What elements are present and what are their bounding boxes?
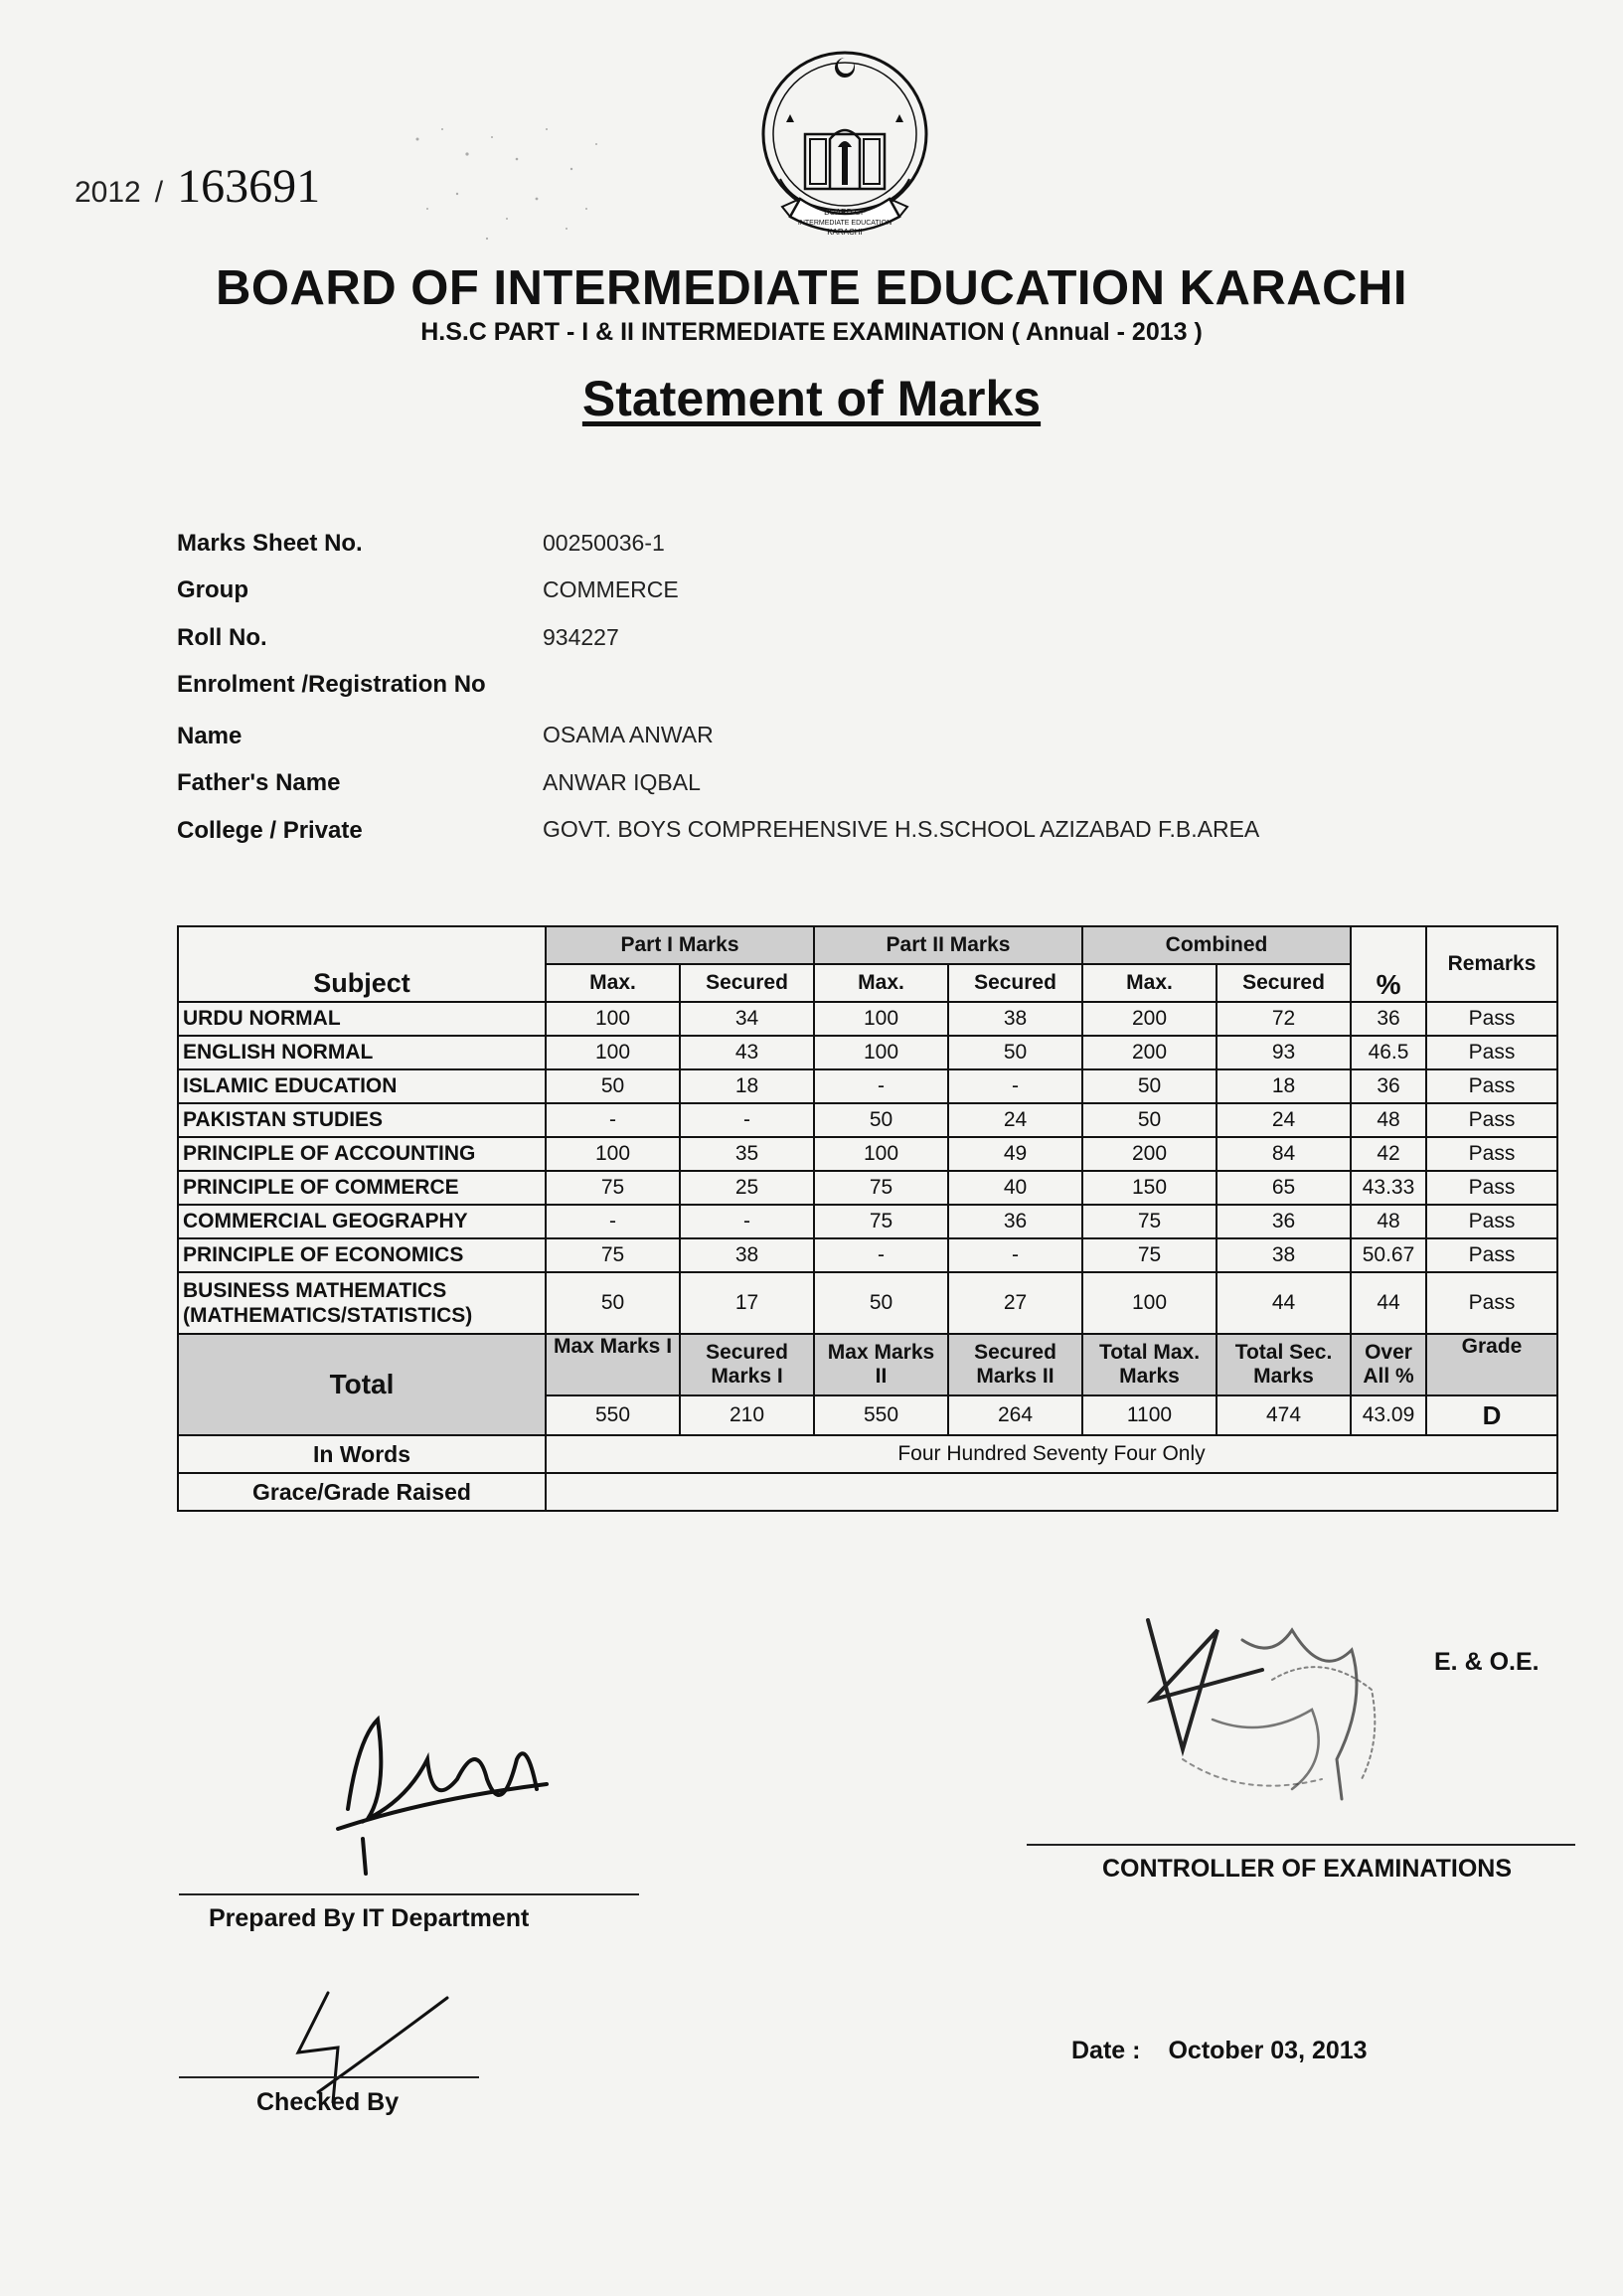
controller-signature-line — [1027, 1844, 1575, 1846]
total-sec1-header — [680, 1334, 814, 1395]
p2-max: 100 — [814, 1036, 948, 1069]
date-label: Date : — [1071, 2037, 1141, 2064]
combined-secured: 72 — [1217, 1002, 1351, 1036]
total-sec2: 264 — [948, 1395, 1082, 1435]
table-row — [178, 1069, 1557, 1103]
combined-secured: 65 — [1217, 1171, 1351, 1205]
remarks: Pass — [1426, 1137, 1557, 1171]
p2-max: 75 — [814, 1171, 948, 1205]
grade-value: D — [1426, 1395, 1557, 1435]
combined-secured: 44 — [1217, 1272, 1351, 1334]
scan-noise — [398, 99, 726, 268]
total-max2-header — [814, 1334, 948, 1395]
p1-max: - — [546, 1205, 680, 1238]
name-label: Name — [177, 723, 243, 749]
p1-secured: 25 — [680, 1171, 814, 1205]
in-words-row — [178, 1435, 1557, 1473]
total-sec-header-line2: Marks — [1253, 1365, 1314, 1388]
p1-max: - — [546, 1103, 680, 1137]
table-row — [178, 1002, 1557, 1036]
serial-year: 2012 — [75, 176, 141, 209]
p2-max: 50 — [814, 1103, 948, 1137]
fathers-name-label: Father's Name — [177, 769, 341, 796]
p1-secured: 18 — [680, 1069, 814, 1103]
table-header-row-1 — [178, 926, 1557, 964]
combined-secured: 24 — [1217, 1103, 1351, 1137]
subject-name: PRINCIPLE OF ACCOUNTING — [178, 1137, 546, 1171]
combined-max: 100 — [1082, 1272, 1217, 1334]
total-max2: 550 — [814, 1395, 948, 1435]
controller-signature-stamp — [1123, 1590, 1411, 1829]
subject-name: PRINCIPLE OF COMMERCE — [178, 1171, 546, 1205]
p1-secured: 17 — [680, 1272, 814, 1334]
p1-max: 75 — [546, 1238, 680, 1272]
p1-max: 100 — [546, 1137, 680, 1171]
combined-max: 75 — [1082, 1238, 1217, 1272]
p1-secured: 38 — [680, 1238, 814, 1272]
overall-percent-header-line1: Over — [1365, 1341, 1412, 1364]
combined-max: 50 — [1082, 1103, 1217, 1137]
percentage: 36 — [1351, 1069, 1426, 1103]
p2-secured: 50 — [948, 1036, 1082, 1069]
table-row — [178, 1171, 1557, 1205]
combined-header: Combined — [1082, 926, 1351, 964]
remarks-header: Remarks — [1426, 926, 1557, 1002]
total-max-header-line1: Total Max. — [1098, 1341, 1201, 1364]
name-value: OSAMA ANWAR — [543, 722, 714, 747]
p2-secured-header: Secured — [948, 964, 1082, 1002]
group-value: COMMERCE — [543, 576, 679, 602]
board-name: BOARD OF INTERMEDIATE EDUCATION KARACHI — [215, 261, 1408, 315]
overall-percent-header-line2: All % — [1363, 1365, 1414, 1388]
prepared-by-label: Prepared By IT Department — [209, 1904, 530, 1932]
overall-percent: 43.09 — [1351, 1395, 1426, 1435]
table-row — [178, 1137, 1557, 1171]
p1-secured: - — [680, 1103, 814, 1137]
p2-secured: 49 — [948, 1137, 1082, 1171]
remarks: Pass — [1426, 1171, 1557, 1205]
total-sec1-header-line1: Secured — [706, 1341, 788, 1364]
total-secured: 474 — [1217, 1395, 1351, 1435]
combined-secured: 36 — [1217, 1205, 1351, 1238]
total-sec1: 210 — [680, 1395, 814, 1435]
marks-sheet-no-value: 00250036-1 — [543, 530, 665, 556]
table-row — [178, 1103, 1557, 1137]
p1-max: 50 — [546, 1272, 680, 1334]
p2-max: - — [814, 1238, 948, 1272]
total-sec2-header — [948, 1334, 1082, 1395]
total-sec2-header-line1: Secured — [974, 1341, 1056, 1364]
table-row — [178, 1272, 1557, 1334]
grace-label: Grace/Grade Raised — [178, 1473, 546, 1511]
total-label: Total — [178, 1334, 546, 1435]
percentage: 43.33 — [1351, 1171, 1426, 1205]
p2-secured: 36 — [948, 1205, 1082, 1238]
subject-header: Subject — [178, 926, 546, 1002]
subject-name: COMMERCIAL GEOGRAPHY — [178, 1205, 546, 1238]
checked-by-line — [179, 2076, 479, 2078]
remarks: Pass — [1426, 1103, 1557, 1137]
p2-max: 50 — [814, 1272, 948, 1334]
part2-header: Part II Marks — [814, 926, 1082, 964]
crest-text-mid: INTERMEDIATE EDUCATION — [797, 220, 893, 227]
date-value: October 03, 2013 — [1168, 2037, 1368, 2064]
combined-max: 200 — [1082, 1137, 1217, 1171]
college-value: GOVT. BOYS COMPREHENSIVE H.S.SCHOOL AZIZABAD F.B.AREA — [543, 816, 1260, 842]
p2-max-header: Max. — [814, 964, 948, 1002]
subject-name: PAKISTAN STUDIES — [178, 1103, 546, 1137]
overall-percent-header — [1351, 1334, 1426, 1395]
percentage: 48 — [1351, 1205, 1426, 1238]
total-max1: 550 — [546, 1395, 680, 1435]
subject-name: ISLAMIC EDUCATION — [178, 1069, 546, 1103]
serial-number — [75, 159, 320, 214]
college-label: College / Private — [177, 817, 363, 844]
p1-secured: 34 — [680, 1002, 814, 1036]
remarks: Pass — [1426, 1002, 1557, 1036]
remarks: Pass — [1426, 1205, 1557, 1238]
p2-max: 75 — [814, 1205, 948, 1238]
remarks: Pass — [1426, 1069, 1557, 1103]
checked-by-label: Checked By — [256, 2088, 400, 2116]
eoe-note: E. & O.E. — [1434, 1648, 1540, 1676]
p1-max-header: Max. — [546, 964, 680, 1002]
percent-header: % — [1351, 926, 1426, 1002]
in-words-value: Four Hundred Seventy Four Only — [546, 1435, 1557, 1473]
percentage: 48 — [1351, 1103, 1426, 1137]
subject-name: URDU NORMAL — [178, 1002, 546, 1036]
p2-secured: 27 — [948, 1272, 1082, 1334]
p2-max: - — [814, 1069, 948, 1103]
remarks: Pass — [1426, 1238, 1557, 1272]
registration-no-label: Enrolment /Registration No — [177, 671, 486, 698]
p2-max: 100 — [814, 1137, 948, 1171]
p1-max: 50 — [546, 1069, 680, 1103]
total-max1-header: Max Marks I — [546, 1334, 680, 1395]
part1-header: Part I Marks — [546, 926, 814, 964]
percentage: 42 — [1351, 1137, 1426, 1171]
table-row — [178, 1238, 1557, 1272]
subject-name-line1: BUSINESS MATHEMATICS — [183, 1279, 447, 1302]
serial-separator: / — [154, 176, 164, 209]
p1-secured: 35 — [680, 1137, 814, 1171]
p1-secured-header: Secured — [680, 964, 814, 1002]
total-sec-header — [1217, 1334, 1351, 1395]
total-max2-header-line2: II — [875, 1365, 888, 1388]
p2-secured: 40 — [948, 1171, 1082, 1205]
percentage: 50.67 — [1351, 1238, 1426, 1272]
remarks: Pass — [1426, 1272, 1557, 1334]
crest-text-bottom: KARACHI — [827, 228, 863, 237]
grace-value — [546, 1473, 1557, 1511]
total-sec-header-line1: Total Sec. — [1234, 1341, 1333, 1364]
marks-sheet-no-label: Marks Sheet No. — [177, 530, 363, 557]
subject-name: ENGLISH NORMAL — [178, 1036, 546, 1069]
total-max2-header-line1: Max Marks — [827, 1341, 935, 1364]
percentage: 44 — [1351, 1272, 1426, 1334]
roll-no-value: 934227 — [543, 624, 619, 650]
grade-header: Grade — [1426, 1334, 1557, 1395]
document-title — [0, 370, 1623, 427]
combined-max-header: Max. — [1082, 964, 1217, 1002]
grace-row — [178, 1473, 1557, 1511]
combined-max: 50 — [1082, 1069, 1217, 1103]
p2-secured: - — [948, 1238, 1082, 1272]
combined-max: 75 — [1082, 1205, 1217, 1238]
combined-max: 200 — [1082, 1036, 1217, 1069]
combined-secured: 38 — [1217, 1238, 1351, 1272]
combined-max: 150 — [1082, 1171, 1217, 1205]
board-crest-logo — [750, 40, 939, 258]
exam-name: H.S.C PART - I & II INTERMEDIATE EXAMINATION ( Annual - 2013 ) — [420, 318, 1203, 346]
total-header-row — [178, 1334, 1557, 1395]
crest-text-top: BOARD OF — [824, 208, 866, 217]
subject-name: PRINCIPLE OF ECONOMICS — [178, 1238, 546, 1272]
subject-name — [178, 1272, 546, 1334]
group-label: Group — [177, 576, 248, 603]
total-max-header — [1082, 1334, 1217, 1395]
p2-secured: 24 — [948, 1103, 1082, 1137]
total-sec2-header-line2: Marks II — [976, 1365, 1055, 1388]
remarks: Pass — [1426, 1036, 1557, 1069]
issue-date — [1071, 2037, 1368, 2065]
controller-title: CONTROLLER OF EXAMINATIONS — [1101, 1855, 1513, 1883]
total-max: 1100 — [1082, 1395, 1217, 1435]
table-row — [178, 1205, 1557, 1238]
document-title-text: Statement of Marks — [581, 371, 1042, 426]
fathers-name-value: ANWAR IQBAL — [543, 769, 701, 795]
p2-secured: 38 — [948, 1002, 1082, 1036]
combined-secured: 84 — [1217, 1137, 1351, 1171]
p2-max: 100 — [814, 1002, 948, 1036]
subject-name-line2: (MATHEMATICS/STATISTICS) — [183, 1304, 473, 1327]
roll-no-label: Roll No. — [177, 624, 267, 651]
combined-secured: 93 — [1217, 1036, 1351, 1069]
prepared-by-line — [179, 1893, 639, 1895]
p1-max: 100 — [546, 1002, 680, 1036]
p1-secured: - — [680, 1205, 814, 1238]
combined-secured: 18 — [1217, 1069, 1351, 1103]
p1-max: 75 — [546, 1171, 680, 1205]
combined-secured-header: Secured — [1217, 964, 1351, 1002]
serial-value: 163691 — [177, 160, 321, 213]
percentage: 36 — [1351, 1002, 1426, 1036]
combined-max: 200 — [1082, 1002, 1217, 1036]
percentage: 46.5 — [1351, 1036, 1426, 1069]
p1-max: 100 — [546, 1036, 680, 1069]
p2-secured: - — [948, 1069, 1082, 1103]
total-max-header-line2: Marks — [1119, 1365, 1180, 1388]
marks-table — [177, 925, 1558, 1512]
total-sec1-header-line2: Marks I — [711, 1365, 783, 1388]
p1-secured: 43 — [680, 1036, 814, 1069]
in-words-label: In Words — [178, 1435, 546, 1473]
table-row — [178, 1036, 1557, 1069]
prepared-by-signature — [318, 1680, 567, 1879]
